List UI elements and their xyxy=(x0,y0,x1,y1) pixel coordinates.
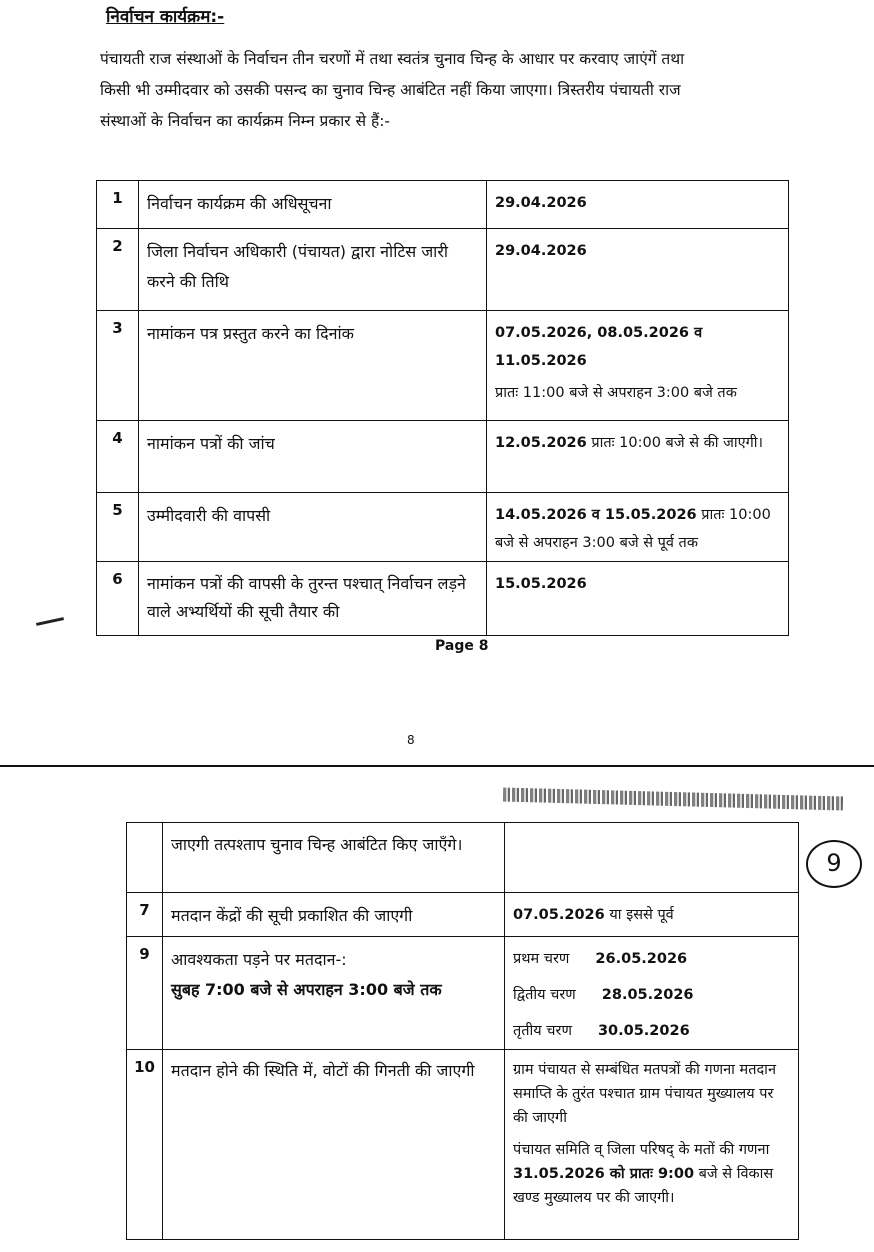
row-number: 3 xyxy=(112,319,123,337)
intro-line: पंचायती राज संस्थाओं के निर्वाचन तीन चरणों में तथा स्वतंत्र चुनाव चिन्ह के आधार पर करवाए जाएंगें तथा xyxy=(100,50,685,68)
poll-time: सुबह 7:00 बजे से अपराहन 3:00 बजे तक xyxy=(171,980,442,999)
table-row xyxy=(97,181,789,229)
table-row xyxy=(127,823,799,893)
row-number: 5 xyxy=(112,501,123,519)
event-cell: जिला निर्वाचन अधिकारी (पंचायत) द्वारा नोटिस जारी करने की तिथि xyxy=(147,242,449,291)
intro-paragraph xyxy=(100,44,800,137)
row-number: 1 xyxy=(112,189,123,207)
date-suffix: या इससे पूर्व xyxy=(609,907,674,923)
event-cell: मतदान केंद्रों की सूची प्रकाशित की जाएगी xyxy=(171,906,413,925)
date-value: 07.05.2026 xyxy=(513,907,605,923)
table-row xyxy=(97,311,789,421)
table-row xyxy=(97,229,789,311)
note-text: बजे से विकास खण्ड मुख्यालय पर की जाएगी। xyxy=(513,1166,774,1206)
date-cell: 15.05.2026 xyxy=(495,576,587,592)
time-note: प्रातः 10:00 बजे से की जाएगी। xyxy=(591,435,764,451)
phase-label: द्वितीय चरण xyxy=(513,987,576,1003)
table-row xyxy=(97,421,789,493)
scribble-mark xyxy=(503,788,843,811)
continuation-text: जाएगी तत्पश्ताप चुनाव चिन्ह आबंटित किए जाएँगे। xyxy=(171,835,463,854)
phase-list xyxy=(505,937,798,1049)
row-number: 6 xyxy=(112,570,123,588)
row-number: 7 xyxy=(139,901,150,919)
intro-line: संस्थाओं के निर्वाचन का कार्यक्रम निम्न प्रकार से हैं:- xyxy=(100,112,391,130)
date-cell: 29.04.2026 xyxy=(495,243,587,259)
phase-item xyxy=(513,981,790,1009)
event-cell: उम्मीदवारी की वापसी xyxy=(147,506,271,525)
table-row xyxy=(127,893,799,937)
counting-note-samiti xyxy=(505,1134,798,1214)
row-number: 2 xyxy=(112,237,123,255)
count-date: 31.05.2026 को प्रातः 9:00 xyxy=(513,1166,695,1182)
phase-date: 30.05.2026 xyxy=(597,1023,690,1039)
date-cell: 29.04.2026 xyxy=(495,195,587,211)
event-cell: आवश्यकता पड़ने पर मतदान-: xyxy=(171,950,347,969)
page-divider xyxy=(0,765,874,767)
phase-date: 26.05.2026 xyxy=(595,951,688,967)
row-number: 10 xyxy=(134,1058,155,1076)
row-number: 4 xyxy=(112,429,123,447)
schedule-table-page1 xyxy=(96,180,789,636)
table-row xyxy=(127,937,799,1050)
phase-label: प्रथम चरण xyxy=(513,951,570,967)
intro-line: किसी भी उम्मीदवार को उसकी पसन्द का चुनाव चिन्ह आबंटित नहीं किया जाएगा। त्रिस्तरीय पंचायती राज xyxy=(100,81,681,99)
phase-label: तृतीय चरण xyxy=(513,1023,572,1039)
note-text: पंचायत समिति व् जिला परिषद् के मतों की गणना xyxy=(513,1142,770,1158)
table-row xyxy=(127,1050,799,1240)
section-heading: निर्वाचन कार्यक्रम:- xyxy=(106,7,225,27)
event-cell: मतदान होने की स्थिति में, वोटों की गिनती की जाएगी xyxy=(171,1061,475,1080)
phase-date: 28.05.2026 xyxy=(601,987,694,1003)
row-number: 9 xyxy=(139,945,150,963)
counting-note-gram: ग्राम पंचायत से सम्बंधित मतपत्रों की गणना मतदान समाप्ति के तुरंत पश्चात ग्राम पंचायत मुख्यालय पर की जाएगी xyxy=(513,1062,776,1126)
pen-mark xyxy=(36,617,64,626)
event-cell: नामांकन पत्र प्रस्तुत करने का दिनांक xyxy=(147,324,354,343)
time-note: प्रातः 11:00 बजे से अपराहन 3:00 बजे तक xyxy=(495,385,737,401)
phase-item xyxy=(513,1017,790,1045)
page-label: Page 8 xyxy=(435,638,489,654)
table-row xyxy=(97,493,789,562)
table-row xyxy=(97,562,789,636)
date-value: 14.05.2026 व 15.05.2026 xyxy=(495,507,697,523)
event-cell: नामांकन पत्रों की जांच xyxy=(147,434,275,453)
schedule-table-page2 xyxy=(126,822,799,1240)
circled-page-mark: 9 xyxy=(806,840,862,888)
date-value: 12.05.2026 xyxy=(495,435,587,451)
page-number: 8 xyxy=(407,733,415,747)
date-cell: 07.05.2026, 08.05.2026 व 11.05.2026 xyxy=(495,325,703,369)
time-note: प्रातः 10:00 बजे से अपराहन 3:00 बजे से पूर्व तक xyxy=(495,507,771,551)
phase-item xyxy=(513,945,790,973)
event-cell: निर्वाचन कार्यक्रम की अधिसूचना xyxy=(147,194,332,213)
event-cell: नामांकन पत्रों की वापसी के तुरन्त पश्चात् निर्वाचन लड़ने वाले अभ्यर्थियों की सूची तैयार की xyxy=(147,574,466,621)
